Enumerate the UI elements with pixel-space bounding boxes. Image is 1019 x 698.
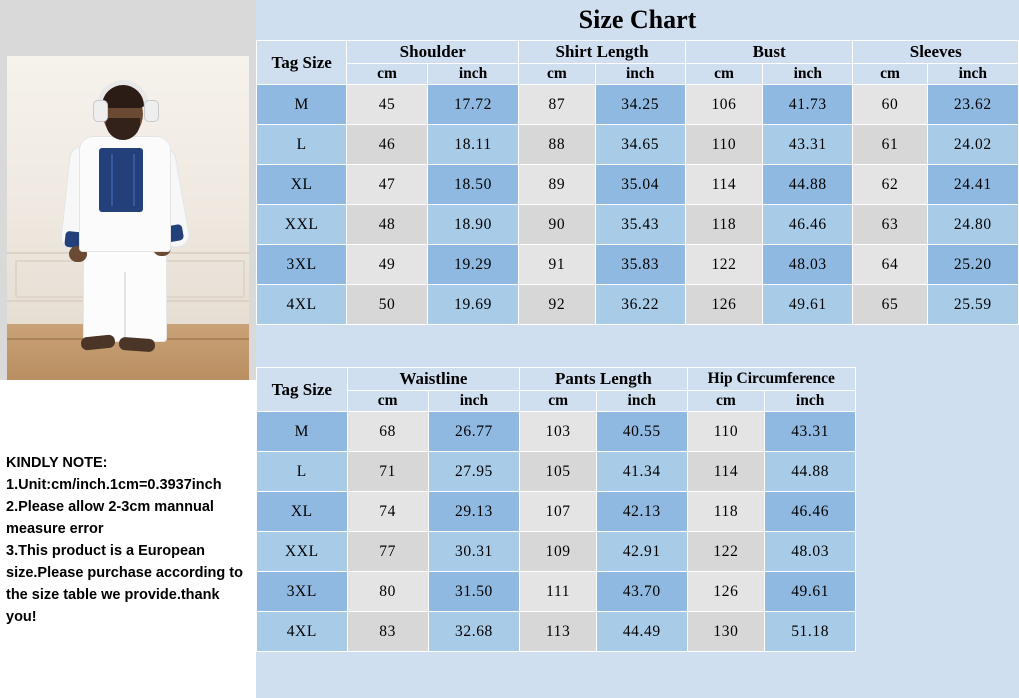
- table-unit-row: [257, 391, 856, 412]
- unit-header: cm: [520, 391, 597, 412]
- unit-header: inch: [927, 64, 1018, 85]
- unit-header: inch: [596, 391, 687, 412]
- table-row: [257, 452, 856, 492]
- table-row: [257, 205, 1019, 245]
- group-header-bust: Bust: [685, 41, 853, 64]
- unit-header: inch: [765, 391, 856, 412]
- cell: 74: [347, 492, 428, 532]
- cell: 44.88: [765, 452, 856, 492]
- cell: 41.34: [596, 452, 687, 492]
- row-size: M: [257, 412, 348, 452]
- cell: 17.72: [427, 85, 518, 125]
- cell: 118: [685, 205, 762, 245]
- photo-model-headphone-cup: [93, 100, 108, 122]
- unit-header: inch: [427, 64, 518, 85]
- cell: 126: [685, 285, 762, 325]
- group-header-waistline: Waistline: [347, 368, 520, 391]
- cell: 113: [520, 612, 597, 652]
- cell: 46.46: [765, 492, 856, 532]
- table-row: [257, 245, 1019, 285]
- row-size: L: [257, 452, 348, 492]
- row-size: L: [257, 125, 347, 165]
- cell: 110: [685, 125, 762, 165]
- cell: 35.83: [595, 245, 685, 285]
- unit-header: inch: [595, 64, 685, 85]
- table-row: [257, 125, 1019, 165]
- cell: 49.61: [765, 572, 856, 612]
- cell: 92: [519, 285, 595, 325]
- table-header-row: [257, 41, 1019, 64]
- chart-area: [256, 0, 1019, 698]
- group-header-pants-length: Pants Length: [520, 368, 687, 391]
- cell: 64: [853, 245, 927, 285]
- cell: 24.80: [927, 205, 1018, 245]
- cell: 126: [687, 572, 765, 612]
- cell: 61: [853, 125, 927, 165]
- photo-model-chest-panel: [99, 148, 143, 212]
- cell: 29.13: [428, 492, 520, 532]
- unit-header: cm: [687, 391, 765, 412]
- cell: 80: [347, 572, 428, 612]
- unit-header: cm: [685, 64, 762, 85]
- cell: 24.02: [927, 125, 1018, 165]
- unit-header: cm: [347, 64, 428, 85]
- cell: 106: [685, 85, 762, 125]
- note-line-3: 3.This product is a European size.Please purchase according to the size table we provide.thank you!: [6, 543, 247, 626]
- cell: 25.20: [927, 245, 1018, 285]
- cell: 68: [347, 412, 428, 452]
- cell: 18.50: [427, 165, 518, 205]
- cell: 47: [347, 165, 428, 205]
- cell: 87: [519, 85, 595, 125]
- kindly-note: [6, 452, 254, 628]
- cell: 114: [687, 452, 765, 492]
- cell: 34.25: [595, 85, 685, 125]
- cell: 109: [520, 532, 597, 572]
- cell: 71: [347, 452, 428, 492]
- cell: 42.91: [596, 532, 687, 572]
- cell: 32.68: [428, 612, 520, 652]
- table-row: [257, 572, 856, 612]
- product-photo: [7, 56, 249, 380]
- table-row: [257, 165, 1019, 205]
- row-size: 4XL: [257, 285, 347, 325]
- cell: 65: [853, 285, 927, 325]
- cell: 44.49: [596, 612, 687, 652]
- cell: 18.90: [427, 205, 518, 245]
- group-header-hip-circumference: Hip Circumference: [687, 368, 855, 391]
- cell: 105: [520, 452, 597, 492]
- cell: 62: [853, 165, 927, 205]
- cell: 89: [519, 165, 595, 205]
- photo-model-right-shoe: [119, 337, 156, 352]
- cell: 48.03: [763, 245, 853, 285]
- row-size: 3XL: [257, 245, 347, 285]
- cell: 46: [347, 125, 428, 165]
- note-line-1: 1.Unit:cm/inch.1cm=0.3937inch: [6, 477, 222, 494]
- cell: 77: [347, 532, 428, 572]
- cell: 130: [687, 612, 765, 652]
- group-header-shoulder: Shoulder: [347, 41, 519, 64]
- cell: 49: [347, 245, 428, 285]
- row-size: 3XL: [257, 572, 348, 612]
- cell: 41.73: [763, 85, 853, 125]
- cell: 48: [347, 205, 428, 245]
- unit-header: cm: [519, 64, 595, 85]
- photo-background: [0, 0, 256, 380]
- cell: 90: [519, 205, 595, 245]
- unit-header: inch: [428, 391, 520, 412]
- group-header-shirt-length: Shirt Length: [519, 41, 686, 64]
- cell: 50: [347, 285, 428, 325]
- cell: 23.62: [927, 85, 1018, 125]
- cell: 118: [687, 492, 765, 532]
- tag-size-header: Tag Size: [257, 41, 347, 85]
- cell: 31.50: [428, 572, 520, 612]
- cell: 111: [520, 572, 597, 612]
- cell: 88: [519, 125, 595, 165]
- row-size: XL: [257, 165, 347, 205]
- cell: 25.59: [927, 285, 1018, 325]
- note-line-2: 2.Please allow 2-3cm mannual measure error: [6, 499, 218, 538]
- cell: 34.65: [595, 125, 685, 165]
- cell: 60: [853, 85, 927, 125]
- table-header-row: [257, 368, 856, 391]
- cell: 49.61: [763, 285, 853, 325]
- cell: 35.04: [595, 165, 685, 205]
- left-column: [0, 0, 256, 698]
- group-header-sleeves: Sleeves: [853, 41, 1019, 64]
- row-size: XXL: [257, 532, 348, 572]
- table-row: [257, 285, 1019, 325]
- cell: 83: [347, 612, 428, 652]
- cell: 42.13: [596, 492, 687, 532]
- cell: 122: [687, 532, 765, 572]
- cell: 30.31: [428, 532, 520, 572]
- page-title: Size Chart: [578, 5, 697, 34]
- cell: 43.31: [765, 412, 856, 452]
- cell: 107: [520, 492, 597, 532]
- cell: 35.43: [595, 205, 685, 245]
- cell: 43.70: [596, 572, 687, 612]
- cell: 24.41: [927, 165, 1018, 205]
- cell: 63: [853, 205, 927, 245]
- cell: 122: [685, 245, 762, 285]
- tag-size-header: Tag Size: [257, 368, 348, 412]
- unit-header: cm: [347, 391, 428, 412]
- cell: 48.03: [765, 532, 856, 572]
- cell: 19.69: [427, 285, 518, 325]
- cell: 27.95: [428, 452, 520, 492]
- cell: 26.77: [428, 412, 520, 452]
- upper-size-table: [256, 40, 1019, 325]
- lower-size-table: [256, 367, 856, 652]
- table-row: [257, 492, 856, 532]
- row-size: 4XL: [257, 612, 348, 652]
- cell: 40.55: [596, 412, 687, 452]
- row-size: XXL: [257, 205, 347, 245]
- cell: 19.29: [427, 245, 518, 285]
- cell: 45: [347, 85, 428, 125]
- table-row: [257, 412, 856, 452]
- row-size: XL: [257, 492, 348, 532]
- table-row: [257, 612, 856, 652]
- cell: 46.46: [763, 205, 853, 245]
- table-row: [257, 85, 1019, 125]
- table-row: [257, 532, 856, 572]
- cell: 36.22: [595, 285, 685, 325]
- cell: 103: [520, 412, 597, 452]
- cell: 44.88: [763, 165, 853, 205]
- photo-model-headphone-cup: [144, 100, 159, 122]
- row-size: M: [257, 85, 347, 125]
- cell: 91: [519, 245, 595, 285]
- cell: 43.31: [763, 125, 853, 165]
- cell: 51.18: [765, 612, 856, 652]
- cell: 110: [687, 412, 765, 452]
- photo-model-trousers: [83, 246, 167, 342]
- cell: 18.11: [427, 125, 518, 165]
- cell: 114: [685, 165, 762, 205]
- unit-header: inch: [763, 64, 853, 85]
- table-unit-row: [257, 64, 1019, 85]
- unit-header: cm: [853, 64, 927, 85]
- note-heading: KINDLY NOTE:: [6, 455, 108, 471]
